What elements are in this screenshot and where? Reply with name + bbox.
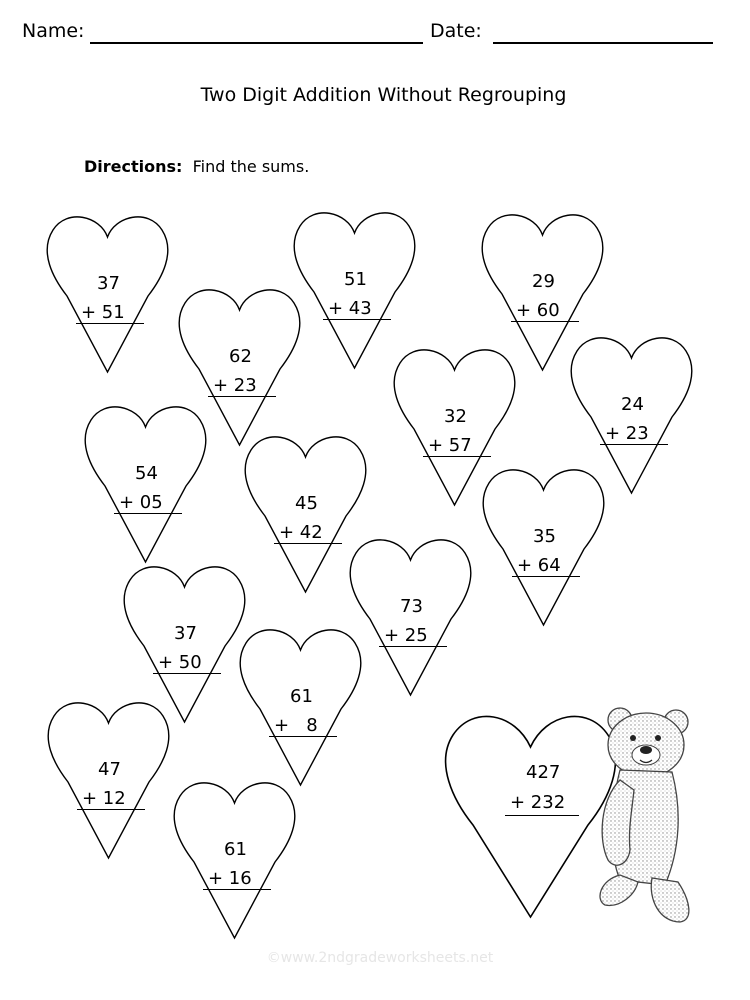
problem-heart <box>348 535 473 697</box>
answer-line <box>511 321 579 322</box>
problem-bottom-number: + 50 <box>158 652 202 673</box>
answer-line <box>379 646 447 647</box>
problem-heart <box>46 698 171 860</box>
answer-line <box>600 444 668 445</box>
bonus-top-number: 427 <box>526 762 561 783</box>
problem-top-number: 32 <box>444 406 467 427</box>
problem-top-number: 54 <box>135 463 158 484</box>
problem-heart <box>83 402 208 564</box>
problem-top-number: 45 <box>295 493 318 514</box>
problem-bottom-number: + 8 <box>274 715 318 736</box>
directions <box>84 157 309 176</box>
problem-bottom-number: + 05 <box>119 492 163 513</box>
date-label: Date: <box>430 20 482 42</box>
problem-top-number: 24 <box>621 394 644 415</box>
problem-top-number: 35 <box>533 526 556 547</box>
problem-heart <box>45 212 170 374</box>
directions-text: Find the sums. <box>192 157 310 176</box>
problem-bottom-number: + 60 <box>516 300 560 321</box>
problem-top-number: 62 <box>229 346 252 367</box>
answer-line <box>423 456 491 457</box>
problem-bottom-number: + 43 <box>328 298 372 319</box>
problem-bottom-number: + 57 <box>428 435 472 456</box>
problem-bottom-number: + 23 <box>605 423 649 444</box>
problem-bottom-number: + 51 <box>81 302 125 323</box>
problem-top-number: 61 <box>290 686 313 707</box>
answer-line <box>114 513 182 514</box>
problem-bottom-number: + 23 <box>213 375 257 396</box>
answer-line <box>76 323 144 324</box>
problem-top-number: 47 <box>98 759 121 780</box>
answer-line <box>208 396 276 397</box>
answer-line <box>274 543 342 544</box>
worksheet-title: Two Digit Addition Without Regrouping <box>200 84 567 106</box>
bonus-answer-line <box>505 815 579 816</box>
problem-top-number: 37 <box>97 273 120 294</box>
bonus-bottom-number: + 232 <box>510 792 566 813</box>
problem-top-number: 51 <box>344 269 367 290</box>
answer-line <box>269 736 337 737</box>
problem-heart <box>481 465 606 627</box>
footer-watermark: ©www.2ndgradeworksheets.net <box>266 950 494 966</box>
problem-heart <box>238 625 363 787</box>
problem-bottom-number: + 64 <box>517 555 561 576</box>
problem-heart <box>172 778 297 940</box>
problem-bottom-number: + 16 <box>208 868 252 889</box>
answer-line <box>77 809 145 810</box>
name-label: Name: <box>22 20 85 42</box>
problem-top-number: 61 <box>224 839 247 860</box>
problem-bottom-number: + 12 <box>82 788 126 809</box>
problem-top-number: 73 <box>400 596 423 617</box>
answer-line <box>512 576 580 577</box>
answer-line <box>153 673 221 674</box>
date-line <box>493 42 713 44</box>
problem-bottom-number: + 42 <box>279 522 323 543</box>
bear-illustration <box>590 700 700 930</box>
answer-line <box>203 889 271 890</box>
problem-top-number: 29 <box>532 271 555 292</box>
name-line <box>90 42 423 44</box>
problem-top-number: 37 <box>174 623 197 644</box>
answer-line <box>323 319 391 320</box>
problem-bottom-number: + 25 <box>384 625 428 646</box>
directions-label: Directions: <box>84 157 183 176</box>
